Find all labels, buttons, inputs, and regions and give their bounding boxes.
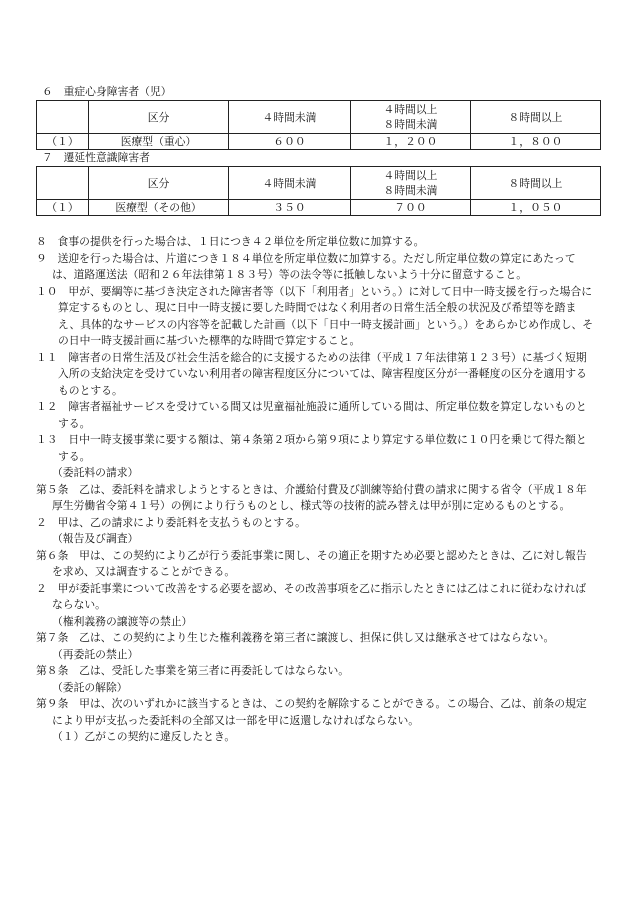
section-6-table — [36, 100, 601, 150]
table-header-row — [37, 167, 601, 200]
table-cell: （１） — [37, 134, 89, 150]
table-cell: 医療型（その他） — [89, 200, 229, 216]
paragraph: ９ 送迎を行った場合は、片道につき１８４単位を所定単位数に加算する。ただし所定単位数の算定にあたっては、道路運送法（昭和２６年法律第１８３号）等の法令等に抵触しないよう十分に留意すること。 — [36, 251, 576, 281]
table-cell: １，２００ — [351, 134, 471, 150]
paragraph: ２ 甲が委託事業について改善をする必要を認め、その改善事項を乙に指示したときには乙はこれに従わなければならない。 — [36, 581, 586, 611]
table-cell: （１） — [37, 200, 89, 216]
table-header-cell: 区分 — [89, 167, 229, 200]
document-page — [36, 84, 596, 746]
table-row — [37, 200, 601, 216]
article-paragraph: 第９条 甲は、次のいずれかに該当するときは、この契約を解除することができる。この場合、乙は、前条の規定により甲が支払った委託料の全部又は一部を甲に返還しなければならない。 — [36, 697, 587, 727]
table-cell: １，０５０ — [471, 200, 601, 216]
paragraph: １１ 障害者の日常生活及び社会生活を総合的に支援するための法律（平成１７年法律第１２３号）に基づく短期入所の支給決定を受けていない利用者の障害程度区分については、障害程度区分が一番軽度の区分を適用するものとする。 — [36, 350, 587, 397]
article-caption: （権利義務の譲渡等の禁止） — [52, 614, 193, 628]
paragraph: １３ 日中一時支援事業に要する額は、第４条第２項から第９項により算定する単位数に１０円を乗じて得た額とする。 — [36, 433, 587, 463]
paragraph: １０ 甲が、要綱等に基づき決定された障害者等（以下「利用者」という。）に対して日中一時支援を行った場合に算定するものとし、現に日中一時支援に要した時間ではなく利用者の日常生活全般の状況及び希望等を踏まえ、具体的なサービスの内容等を記載した計画（以下「日中一時支援計画」という。）をあらかじめ作成し、その日中一時支援計画に基づいた標準的な時間で算定すること。 — [36, 284, 594, 347]
section-7-title: ７ 遷延性意識障害者 — [42, 151, 150, 164]
article-caption: （委託料の請求） — [52, 466, 139, 479]
table-header-cell: ４時間以上 ８時間未満 — [351, 101, 471, 134]
article-paragraph: 第５条 乙は、委託料を請求しようとするときは、介護給付費及び訓練等給付費の請求に関する省令（平成１８年厚生労働省令第４１号）の例により行うものとし、様式等の技術的読み替えは甲が別に定めるものとする。 — [36, 482, 587, 512]
table-header-cell: ４時間未満 — [229, 101, 351, 134]
table-header-cell: 区分 — [89, 101, 229, 134]
table-header-cell — [37, 167, 89, 200]
table-cell: 医療型（重心） — [89, 134, 229, 150]
body-paragraphs — [36, 234, 596, 746]
paragraph: ２ 甲は、乙の請求により委託料を支払うものとする。 — [36, 515, 306, 529]
article-caption: （委託の解除） — [52, 680, 128, 694]
section-7-table — [36, 166, 601, 216]
table-header-cell: ４時間未満 — [229, 167, 351, 200]
table-cell: １，８００ — [471, 134, 601, 150]
table-header-row — [37, 101, 601, 134]
table-row — [37, 134, 601, 150]
table-header-cell: ４時間以上 ８時間未満 — [351, 167, 471, 200]
section-6-title: ６ 重症心身障害者（児） — [42, 85, 172, 98]
paragraph: １２ 障害者福祉サービスを受けている間又は児童福祉施設に通所している間は、所定単位数を算定しないものとする。 — [36, 400, 587, 430]
table-cell: ７００ — [351, 200, 471, 216]
table-cell: ３５０ — [229, 200, 351, 216]
article-paragraph: 第７条 乙は、この契約により生じた権利義務を第三者に譲渡し、担保に供し又は継承させてはならない。 — [36, 631, 555, 644]
article-paragraph: 第６条 甲は、この契約により乙が行う委託事業に関し、その適正を期すため必要と認めたときは、乙に対し報告を求め、又は調査することができる。 — [36, 548, 587, 578]
article-caption: （再委託の禁止） — [52, 647, 139, 661]
table-header-cell: ８時間以上 — [471, 101, 601, 134]
paragraph: ８ 食事の提供を行った場合は、１日につき４２単位を所定単位数に加算する。 — [36, 235, 425, 248]
list-item: （１）乙がこの契約に違反したとき。 — [52, 730, 236, 743]
article-paragraph: 第８条 乙は、受託した事業を第三者に再委託してはならない。 — [36, 664, 350, 677]
table-cell: ６００ — [229, 134, 351, 150]
table-header-cell: ８時間以上 — [471, 167, 601, 200]
article-caption: （報告及び調査） — [52, 532, 139, 545]
table-header-cell — [37, 101, 89, 134]
